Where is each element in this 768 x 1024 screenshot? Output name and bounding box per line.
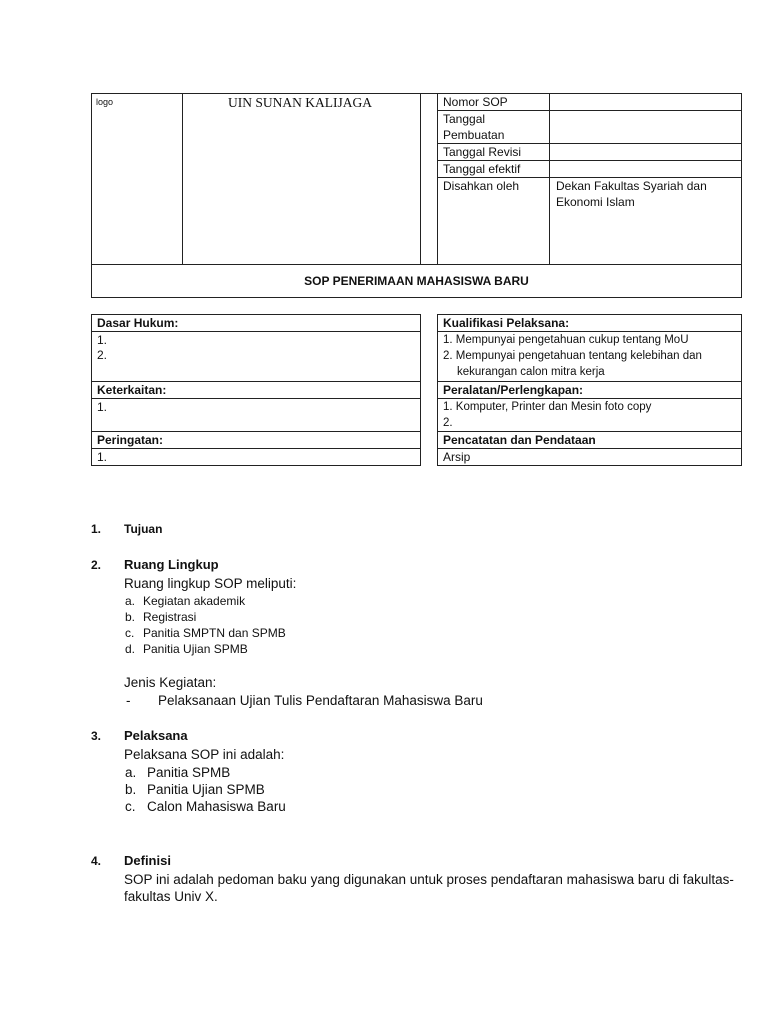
list-item: Panitia SMPTN dan SPMB [143,626,286,640]
section-title: Tujuan [124,522,163,536]
label-tanggal-efektif: Tanggal efektif [443,162,521,176]
header-divider [91,264,742,265]
value-disahkan-oleh: Dekan Fakultas Syariah dan [556,179,707,193]
header-frame [91,93,742,298]
left-row-line [91,398,421,399]
label-nomor-sop: Nomor SOP [443,95,508,109]
header-vline [420,93,421,264]
peralatan-heading: Peralatan/Perlengkapan: [443,383,584,397]
ruang-lingkup-intro: Ruang lingkup SOP meliputi: [124,576,297,591]
kualifikasi-heading: Kualifikasi Pelaksana: [443,316,570,330]
list-item: Calon Mahasiswa Baru [147,799,286,814]
section-number: 2. [91,558,102,572]
jenis-kegiatan-item: Pelaksanaan Ujian Tulis Pendaftaran Mahasiswa Baru [158,693,483,708]
section-number: 4. [91,854,102,868]
peringatan-heading: Peringatan: [97,433,164,447]
left-row-line [91,448,421,449]
list-marker: b. [125,610,136,624]
jenis-kegiatan-label: Jenis Kegiatan: [124,675,217,690]
list-marker: a. [125,594,136,608]
pencatatan-item: Arsip [443,450,471,464]
sop-title: SOP PENERIMAAN MAHASISWA BARU [304,274,529,288]
list-marker: d. [125,642,136,656]
kualifikasi-item: 2. Mempunyai pengetahuan tentang kelebihan dan [443,350,702,362]
section-title: Ruang Lingkup [124,557,219,572]
label-tanggal-pembuatan: Pembuatan [443,128,505,142]
value-disahkan-oleh: Ekonomi Islam [556,195,635,209]
label-tanggal-pembuatan: Tanggal [443,112,486,126]
dasar-hukum-heading: Dasar Hukum: [97,316,179,330]
left-row-line [91,331,421,332]
list-item: Kegiatan akademik [143,594,246,608]
label-disahkan-oleh: Disahkan oleh [443,179,520,193]
right-row-line [437,448,742,449]
section-title: Definisi [124,853,171,868]
dasar-hukum-item: 1. [97,333,108,347]
peralatan-item: 2. [443,417,453,429]
definisi-text: SOP ini adalah pedoman baku yang digunakan untuk proses pendaftaran mahasiswa baru di fakultas- [124,872,734,887]
logo-placeholder: logo [96,97,114,107]
section-number: 1. [91,522,102,536]
list-marker: b. [125,782,137,797]
pelaksana-intro: Pelaksana SOP ini adalah: [124,747,285,762]
label-tanggal-revisi: Tanggal Revisi [443,145,522,159]
keterkaitan-heading: Keterkaitan: [97,383,167,397]
list-marker: a. [125,765,137,780]
dasar-hukum-item: 2. [97,348,108,362]
list-item: Registrasi [143,610,197,624]
list-item: Panitia Ujian SPMB [143,642,248,656]
section-number: 3. [91,729,102,743]
list-item: Panitia Ujian SPMB [147,782,265,797]
pencatatan-heading: Pencatatan dan Pendataan [443,433,596,447]
definisi-text: fakultas Univ X. [124,889,218,904]
section-title: Pelaksana [124,728,188,743]
institution-name: UIN SUNAN KALIJAGA [228,95,372,110]
list-marker: c. [125,626,135,640]
kualifikasi-item: 1. Mempunyai pengetahuan cukup tentang MoU [443,334,689,346]
keterkaitan-item: 1. [97,400,108,414]
peringatan-item: 1. [97,450,108,464]
peralatan-item: 1. Komputer, Printer dan Mesin foto copy [443,401,652,413]
list-marker: - [126,693,131,708]
header-vline [549,93,550,264]
kualifikasi-item-continuation: kekurangan calon mitra kerja [457,366,605,378]
list-marker: c. [125,799,136,814]
header-vline [437,93,438,264]
header-vline [182,93,183,264]
list-item: Panitia SPMB [147,765,231,780]
